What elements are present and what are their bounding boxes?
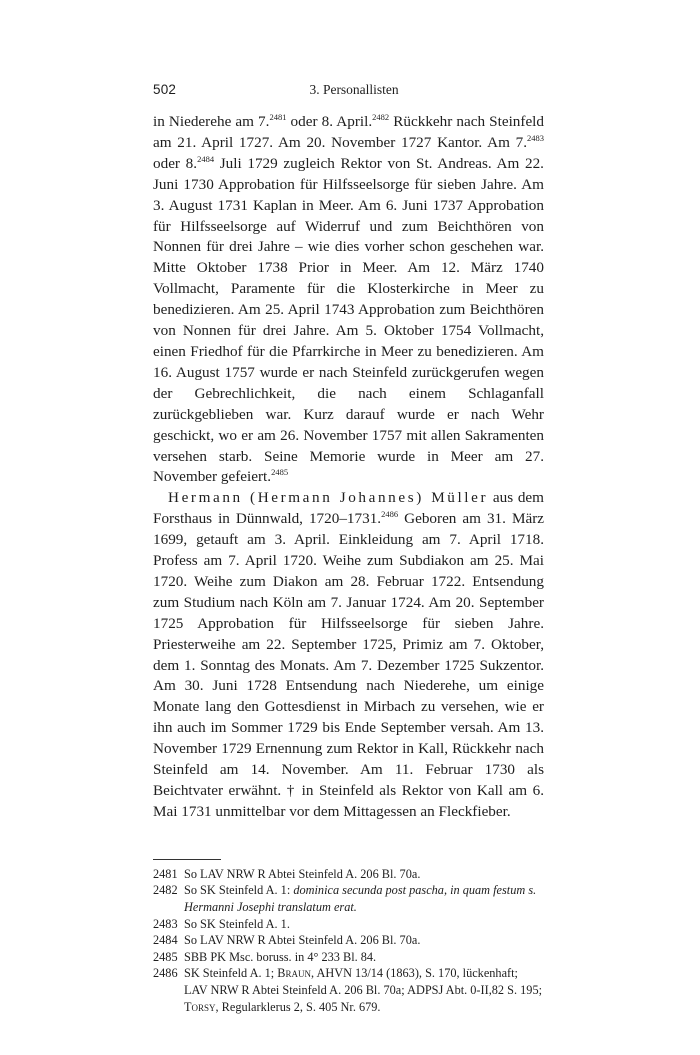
footnote-ref[interactable]: 2481 [269, 112, 287, 122]
text-run: Rückkehr nach Steinfeld am 21. April 1727. Am 20. November 1727 Kantor. Am 7. [153, 113, 544, 151]
footnote-text: So SK Steinfeld A. 1. [184, 916, 290, 931]
paragraph-1 [153, 112, 544, 488]
footnote [153, 965, 544, 1015]
person-name: Hermann (Hermann Johannes) Müller [168, 489, 489, 507]
footnote-text [184, 965, 544, 1015]
text-run: So SK Steinfeld A. 1: [184, 883, 294, 898]
footnote [153, 932, 544, 949]
footnote-text: So LAV NRW R Abtei Steinfeld A. 206 Bl. 70a. [184, 933, 421, 948]
footnote-ref[interactable]: 2482 [372, 112, 390, 122]
text-run: , Regularklerus 2, S. 405 Nr. 679. [215, 999, 381, 1014]
text-run: , AHVN 13/14 (1863), S. 170, lückenhaft; LAV NRW R Abtei Steinfeld A. 206 Bl. 70a; ADPSJ Abt. 0-II,82 S. 195; [184, 966, 543, 997]
page-header [153, 82, 544, 104]
footnote [153, 866, 544, 883]
footnote-divider [153, 859, 221, 860]
footnote-number: 2481 [153, 866, 178, 881]
author-name: Torsy [184, 999, 216, 1014]
footnote-number: 2486 [153, 966, 178, 981]
page-number: 502 [153, 82, 177, 97]
footnote-text: SBB PK Msc. boruss. in 4° 233 Bl. 84. [184, 949, 377, 964]
text-run: SK Steinfeld A. 1; [184, 966, 278, 981]
footnote-ref[interactable]: 2483 [527, 132, 544, 143]
footnote [153, 949, 544, 966]
footnote [153, 882, 544, 915]
text-run: oder 8. April. [286, 113, 373, 130]
text-run: in Niederehe am 7. [153, 113, 270, 130]
running-head: 3. Personallisten [309, 82, 399, 97]
latin-quote: dominica secunda post pascha, in quam festum s. Hermanni Josephi translatum erat. [184, 883, 537, 914]
body-text [153, 112, 544, 823]
author-name: Braun [277, 966, 311, 981]
text-run: aus dem Forsthaus in Dünnwald, 1720–1731. [153, 489, 544, 528]
footnote [153, 916, 544, 933]
text-run: Juli 1729 zugleich Rektor von St. Andreas. Am 22. Juni 1730 Approbation für Hilfsseelsorge für sieben Jahre. Am 3. August 1731 Kaplan in Meer. Am 6. Juni 1737 Approbation für Hilfsseelsorge auf Widerruf und zum Beichthören von Nonnen für drei Jahre – wie dies vorher schon geschehen war. Mitte Oktober 1738 Prior in Meer. Am 12. März 1740 Vollmacht, Paramente für die Klosterkirche in Meer zu benedizieren. Am 25. April 1743 Approbation zum Beichthören von Nonnen für drei Jahre. Am 5. Oktober 1754 Vollmacht, einen Friedhof für die Pfarrkirche in Meer zu benedizieren. Am 16. August 1757 wurde er nach Steinfeld zurückgerufen wegen der Gebrechlichkeit, die nach einem Schlaganfall zurückgeblieben war. Kurz darauf wurde er nach Wehr geschickt, wo er am 26. November 1757 mit allen Sakramenten versehen starb. Seine Memorie wurde in Meer am 27. November gefeiert. [153, 154, 544, 486]
footnote-number: 2483 [153, 916, 178, 931]
footnote-number: 2482 [153, 883, 178, 898]
text-run: oder 8. [153, 154, 198, 172]
paragraph-2 [153, 488, 544, 823]
footnotes [153, 866, 544, 1015]
footnote-ref[interactable]: 2485 [271, 467, 289, 478]
footnote-number: 2484 [153, 933, 178, 948]
footnote-ref[interactable]: 2484 [197, 153, 215, 164]
footnote-ref[interactable]: 2486 [381, 509, 399, 520]
page [153, 0, 544, 1055]
footnote-text [184, 882, 544, 915]
footnote-number: 2485 [153, 949, 178, 964]
footnote-text: So LAV NRW R Abtei Steinfeld A. 206 Bl. 70a. [184, 866, 421, 881]
text-run: Geboren am 31. März 1699, getauft am 3. April. Einkleidung am 7. April 1718. Profess am 7. April 1720. Weihe zum Subdiakon am 25. Mai 1720. Weihe zum Diakon am 28. Februar 1722. Entsendung zum Studium nach Köln am 7. Januar 1724. Am 20. September 1725 Approbation für Hilfsseelsorge für sieben Jahre. Priesterweihe am 22. September 1725, Primiz am 7. Oktober, dem 1. Sonntag des Monats. Am 7. Dezember 1725 Sukzentor. Am 30. Juni 1728 Entsendung nach Niederehe, um einige Monate lang den Gottesdienst in Mirbach zu versehen, wie er ihn auch im Sommer 1729 bis Ende September versah. Am 13. November 1729 Ernennung zum Rektor in Kall, Rückkehr nach Steinfeld am 14. November. Am 11. Februar 1730 als Beichtvater erwähnt. † in Steinfeld als Rektor von Kall am 6. Mai 1731 unmittelbar vor dem Mittagessen an Fleckfieber. [153, 510, 544, 820]
